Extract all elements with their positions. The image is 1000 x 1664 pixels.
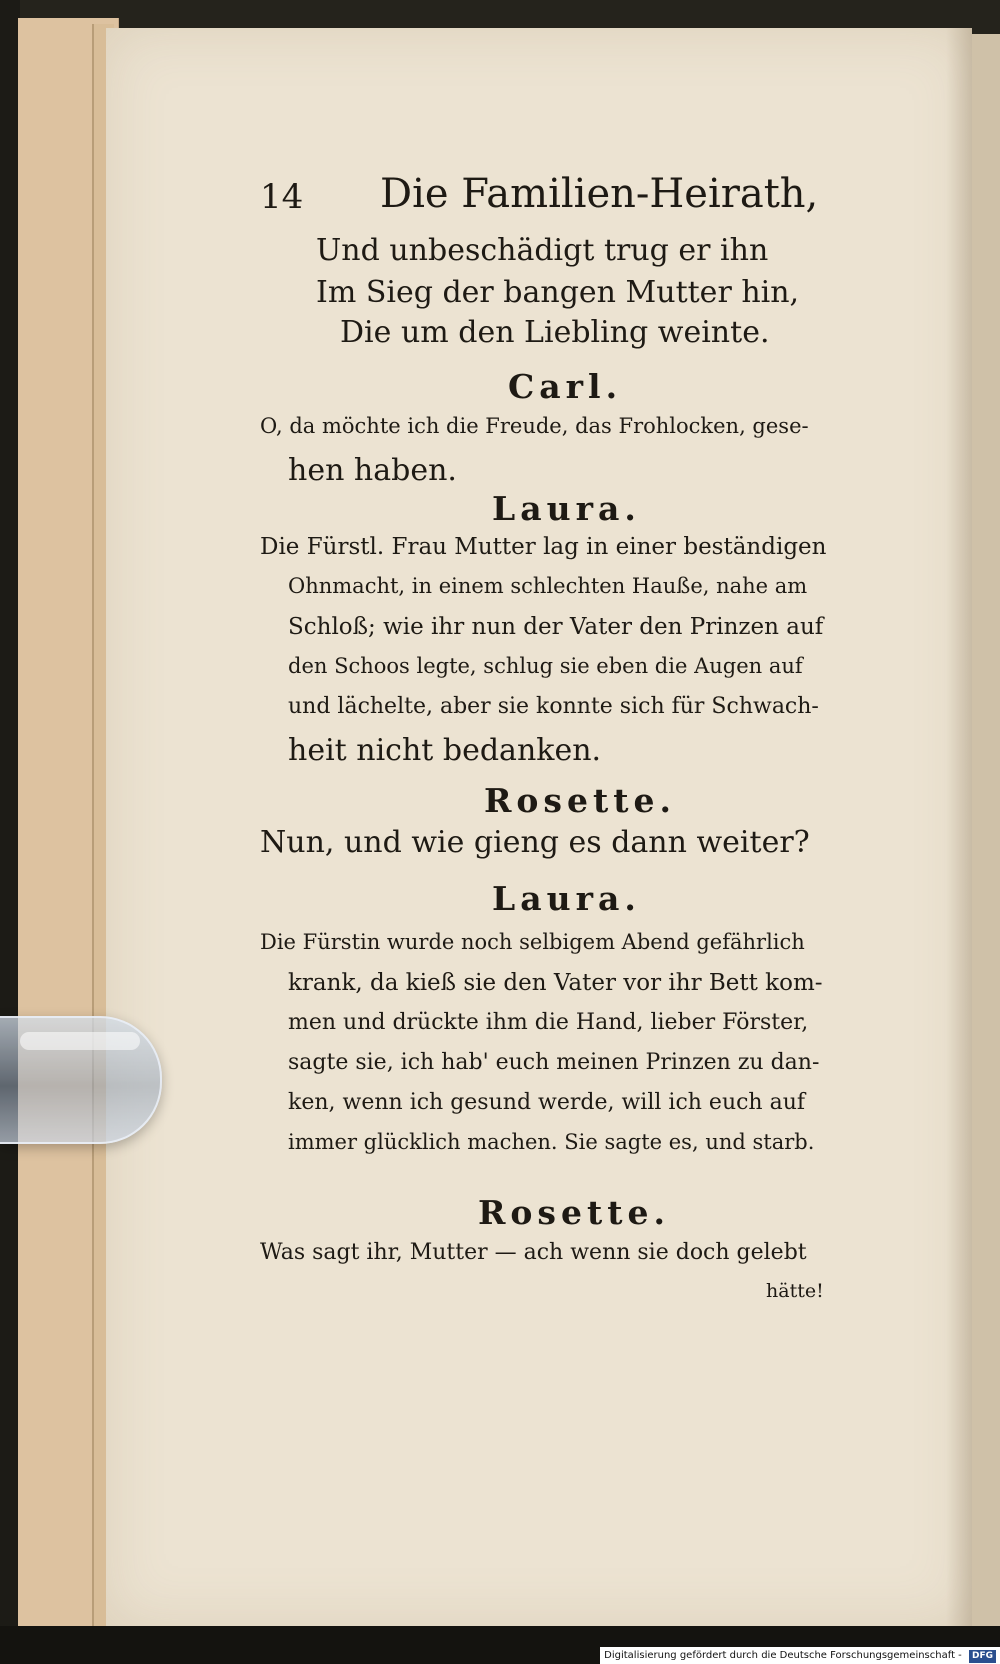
dialogue-line: hen haben.	[288, 453, 457, 488]
dialogue-line: hätte!	[766, 1280, 824, 1302]
speaker-name: Laura.	[492, 489, 641, 528]
dialogue-line: ken, wenn ich gesund werde, will ich euch auf	[288, 1090, 806, 1115]
verse-line: Und unbeschädigt trug er ihn	[316, 233, 769, 268]
page-text	[106, 28, 972, 1626]
digitization-credit	[600, 1647, 1000, 1664]
page-number: 14	[260, 177, 304, 217]
page-holder-clip	[0, 1016, 162, 1144]
dialogue-line: und lächelte, aber sie konnte sich für Schwach-	[288, 694, 819, 719]
dialogue-line: O, da möchte ich die Freude, das Frohlocken, gese-	[260, 414, 809, 438]
speaker-name: Carl.	[508, 367, 623, 406]
dialogue-line: Ohnmacht, in einem schlechten Hauße, nahe am	[288, 574, 808, 598]
dialogue-line: den Schoos legte, schlug sie eben die Augen auf	[288, 654, 803, 678]
speaker-name: Rosette.	[484, 781, 676, 820]
dialogue-line: Schloß; wie ihr nun der Vater den Prinzen auf	[288, 614, 824, 640]
dialogue-line: men und drückte ihm die Hand, lieber Förster,	[288, 1010, 809, 1035]
dialogue-line: Was sagt ihr, Mutter — ach wenn sie doch gelebt	[260, 1240, 807, 1265]
scan-left-edge	[0, 0, 20, 1664]
speaker-name: Rosette.	[478, 1193, 670, 1232]
scan-right-edge	[970, 34, 1000, 1626]
dialogue-line: Nun, und wie gieng es dann weiter?	[260, 825, 810, 860]
dialogue-line: immer glücklich machen. Sie sagte es, und starb.	[288, 1130, 815, 1154]
verse-line: Die um den Liebling weinte.	[340, 315, 770, 350]
verse-line: Im Sieg der bangen Mutter hin,	[316, 275, 800, 310]
speaker-name: Laura.	[492, 879, 641, 918]
dialogue-line: Die Fürstin wurde noch selbigem Abend gefährlich	[260, 930, 805, 954]
dialogue-line: sagte sie, ich hab' euch meinen Prinzen zu dan-	[288, 1050, 820, 1075]
dialogue-line: heit nicht bedanken.	[288, 733, 602, 768]
dfg-logo: DFG	[969, 1650, 996, 1663]
clip-highlight	[20, 1032, 140, 1050]
running-title: Die Familien-Heirath,	[380, 171, 819, 217]
dialogue-line: Die Fürstl. Frau Mutter lag in einer beständigen	[260, 534, 827, 560]
credit-text: Digitalisierung gefördert durch die Deutsche Forschungsgemeinschaft -	[604, 1650, 962, 1661]
dialogue-line: krank, da kieß sie den Vater vor ihr Bett kom-	[288, 970, 823, 996]
